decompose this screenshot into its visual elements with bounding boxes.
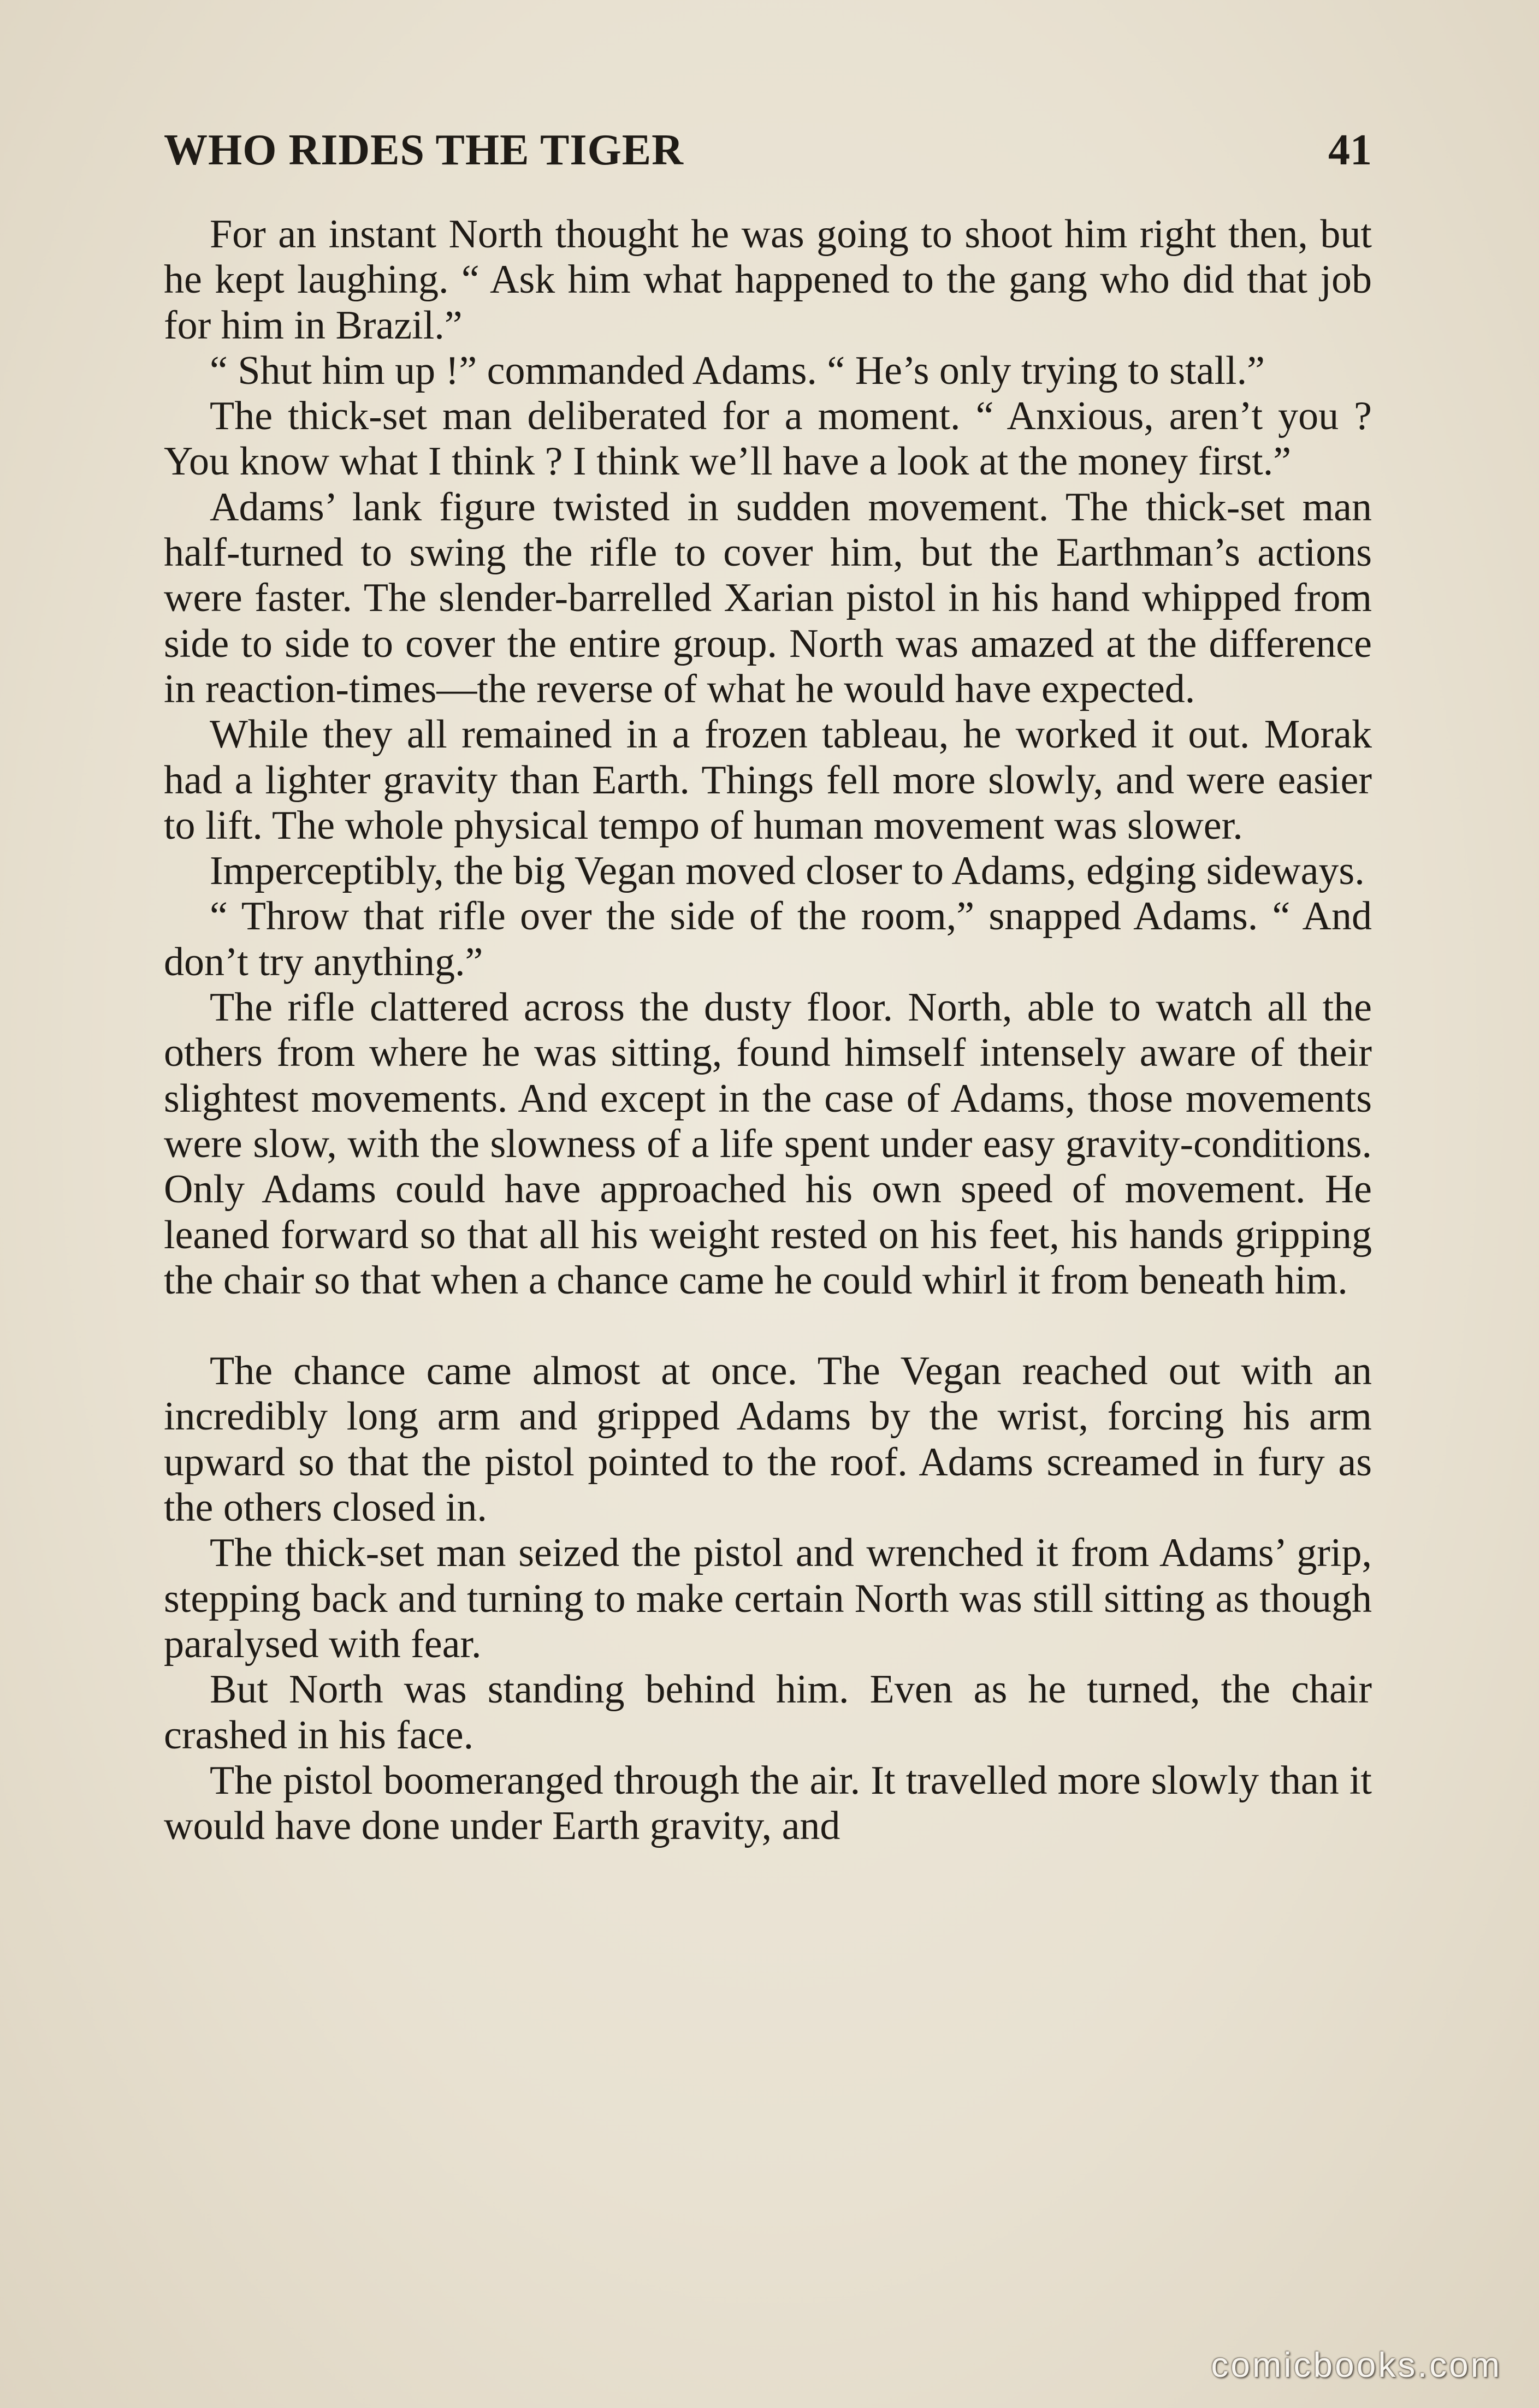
paragraph: The thick-set man seized the pistol and wrenched it from Adams’ grip, stepping back and turning to make certain North was still sitting as though paralysed with fear. xyxy=(164,1531,1372,1666)
paragraph: The chance came almost at once. The Vegan reached out with an incredibly long arm and gripped Adams by the wrist, forcing his arm upward so that the pistol pointed to the roof. Adams screamed in fury as the others closed in. xyxy=(164,1349,1372,1531)
watermark: comicbooks.com xyxy=(1211,2345,1502,2385)
page-number: 41 xyxy=(1328,126,1372,174)
paragraph: Imperceptibly, the big Vegan moved closer to Adams, edging sideways. xyxy=(210,849,1365,894)
book-title: WHO RIDES THE TIGER xyxy=(164,126,684,174)
body-text xyxy=(164,212,1372,1849)
paragraph: While they all remained in a frozen tableau, he worked it out. Morak had a lighter gravity than Earth. Things fell more slowly, and were easier to lift. The whole physical tempo of human movement was slower. xyxy=(164,712,1372,848)
section-break xyxy=(164,1303,1372,1349)
running-head xyxy=(164,120,1372,180)
paragraph: Adams’ lank figure twisted in sudden movement. The thick-set man half-turned to swing the rifle to cover him, but the Earthman’s actions were faster. The slender-barrelled Xarian pistol in his hand whipped from side to side to cover the entire group. North was amazed at the difference in reaction-times—the reverse of what he would have expected. xyxy=(164,484,1372,711)
paragraph: The pistol boomeranged through the air. It travelled more slowly than it would have done under Earth gravity, and xyxy=(164,1758,1372,1849)
paragraph: The thick-set man deliberated for a moment. “ Anxious, aren’t you ? You know what I think ? I think we’ll have a look at the money first.” xyxy=(164,394,1372,484)
paragraph: The rifle clattered across the dusty floor. North, able to watch all the others from where he was sitting, found himself intensely aware of their slightest movements. And except in the case of Adams, those movements were slow, with the slowness of a life spent under easy gravity-conditions. Only Adams could have approached his own speed of movement. He leaned forward so that all his weight rested on his feet, his hands gripping the chair so that when a chance came he could whirl it from beneath him. xyxy=(164,985,1372,1303)
paragraph: For an instant North thought he was going to shoot him right then, but he kept laughing. “ Ask him what happened to the gang who did that job for him in Brazil.” xyxy=(164,212,1372,348)
paragraph: But North was standing behind him. Even as he turned, the chair crashed in his face. xyxy=(164,1667,1372,1758)
paragraph: “ Throw that rifle over the side of the room,” snapped Adams. “ And don’t try anything.” xyxy=(164,894,1372,984)
paragraph: “ Shut him up !” commanded Adams. “ He’s only trying to stall.” xyxy=(210,348,1265,393)
